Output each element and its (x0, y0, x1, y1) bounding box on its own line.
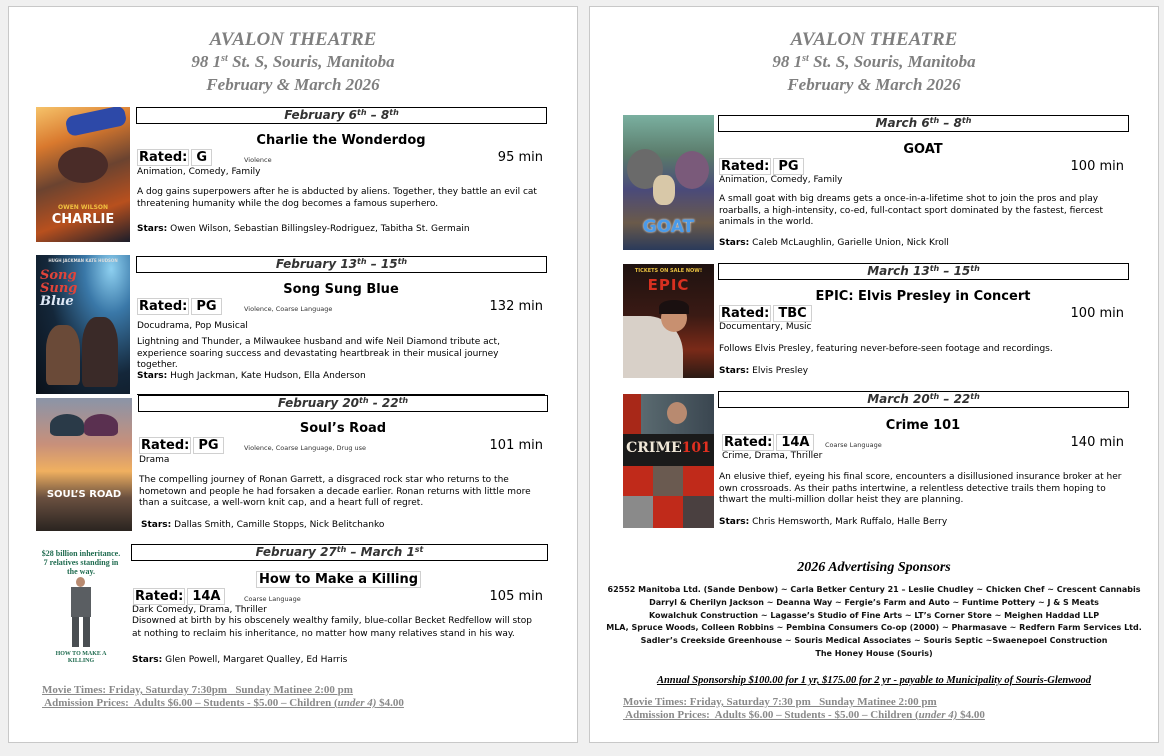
date-header: February 13th – 15th (136, 256, 547, 273)
date-header: March 20th – 22th (718, 391, 1129, 408)
poster-image-epic-elvis: TICKETS ON SALE NOW! EPIC (623, 264, 714, 378)
sponsors-list (590, 584, 1158, 661)
description: Lightning and Thunder, a Milwaukee husband and wife Neil Diamond tribute act, experience soaring success and devastating heartbreak in their musical journey together. (137, 337, 500, 370)
date-header: March 13th – 15th (718, 263, 1129, 280)
genre: Drama (139, 455, 170, 465)
description: Follows Elvis Presley, featuring never-before-seen footage and recordings. (719, 344, 1053, 354)
movie-times: Movie Times: Friday, Saturday 7:30pm Sunday Matinee 2:00 pm (42, 684, 353, 696)
theatre-name: AVALON THEATRE (790, 29, 958, 50)
stars: Stars: Owen Wilson, Sebastian Billingsley-Rodriguez, Tabitha St. Germain (137, 224, 470, 234)
stars: Stars: Chris Hemsworth, Mark Ruffalo, Halle Berry (719, 517, 948, 527)
poster-image-how-to-make-a-killing: $28 billion inheritance. 7 relatives standing in the way. HOW TO MAKE A KILLING (39, 547, 123, 671)
date-header: March 6th – 8th (718, 115, 1129, 132)
sponsor-line: Kowalchuk Construction ~ Lagasse’s Studio of Fine Arts ~ LT’s Corner Store ~ Meighen Haddad LLP (648, 610, 1100, 620)
description: The compelling journey of Ronan Garrett, a disgraced rock star who returns to the hometown and people he had forsaken a decade earlier. Ronan returns with little more than a suitcase, a well-worn knit cap, and a heart full of regret. (139, 475, 531, 508)
content-warning: Violence (244, 156, 272, 164)
sponsor-line: Sadler’s Creekside Greenhouse ~ Souris Medical Associates ~ Souris Septic ~Swaenepoel Construction (640, 636, 1108, 646)
schedule-period: February & March 2026 (206, 75, 380, 94)
theatre-address: 98 1st St. S, Souris, Manitoba (191, 52, 395, 71)
movie-title: Charlie the Wonderdog (256, 133, 426, 148)
content-warning: Violence, Coarse Language (244, 305, 333, 313)
genre: Dark Comedy, Drama, Thriller (132, 605, 267, 615)
runtime: 140 min (1070, 435, 1124, 450)
runtime: 132 min (489, 299, 543, 314)
date-header: February 6th – 8th (136, 107, 547, 124)
date-header: February 27th – March 1st (131, 544, 548, 561)
genre: Documentary, Music (719, 322, 812, 332)
runtime: 100 min (1070, 159, 1124, 174)
genre: Animation, Comedy, Family (719, 175, 843, 185)
runtime: 95 min (497, 150, 543, 165)
sponsor-line: The Honey House (Souris) (815, 648, 933, 658)
admission-prices: Admission Prices: Adults $6.00 – Students - $5.00 – Children (under 4) $4.00 (42, 697, 404, 709)
content-warning: Coarse Language (825, 441, 882, 449)
rating: Rated: PG (139, 438, 224, 453)
description: An elusive thief, eyeing his final score, encounters a disillusioned insurance broker at her own crossroads. As their paths intertwine, a relentless detective trails them hoping to thwart the multi-million dollar heist they are planning. (719, 472, 1122, 505)
admission-prices: Admission Prices: Adults $6.00 – Students - $5.00 – Children (under 4) $4.00 (623, 709, 985, 721)
content-warning: Violence, Coarse Language, Drug use (244, 444, 367, 452)
theatre-address: 98 1st St. S, Souris, Manitoba (772, 52, 976, 71)
date-header: February 20th - 22th (138, 395, 548, 412)
poster-image-song-sung-blue: HUGH JACKMAN KATE HUDSON Song Sung Blue (36, 255, 130, 394)
sponsor-line: MLA, Spruce Woods, Colleen Robbins ~ Pembina Consumers Co-op (2000) ~ Pharmasave ~ Redfern Farm Services Ltd. (606, 623, 1142, 633)
stars: Stars: Elvis Presley (719, 366, 809, 376)
rating: Rated: 14A (722, 435, 814, 450)
movie-title: EPIC: Elvis Presley in Concert (815, 289, 1031, 304)
rating: Rated: G (137, 150, 212, 165)
rating: Rated: 14A (133, 589, 225, 604)
stars: Stars: Dallas Smith, Camille Stopps, Nick Belitchanko (141, 520, 385, 530)
runtime: 100 min (1070, 306, 1124, 321)
description: A dog gains superpowers after he is abducted by aliens. Together, they battle an evil cat threatening humanity while the dog becomes a famous superhero. (137, 187, 537, 209)
genre: Crime, Drama, Thriller (722, 451, 823, 461)
page-2 (589, 6, 1159, 743)
movie-title: GOAT (903, 142, 943, 157)
content-warning: Coarse Language (244, 595, 301, 603)
poster-image-goat: GOAT (623, 115, 714, 250)
poster-image-charlie: OWEN WILSON CHARLIE (36, 107, 130, 242)
theatre-name: AVALON THEATRE (209, 29, 377, 50)
movie-title: How to Make a Killing (131, 572, 546, 588)
poster-image-souls-road: SOUL’S ROAD (36, 398, 132, 531)
rating: Rated: PG (137, 299, 222, 314)
runtime: 105 min (489, 589, 543, 604)
movie-times: Movie Times: Friday, Saturday 7:30 pm Sunday Matinee 2:00 pm (623, 696, 937, 708)
movie-title: Crime 101 (885, 418, 961, 433)
sponsor-line: Darryl & Cherilyn Jackson ~ Deanna Way ~ Fergie’s Farm and Auto ~ Funtime Pottery ~ J & S Meats (649, 597, 1099, 607)
sponsors-title: 2026 Advertising Sponsors (797, 560, 951, 575)
rating: Rated: TBC (719, 306, 812, 321)
description: Disowned at birth by his obscenely wealthy family, blue-collar Becket Redfellow will stop at nothing to reclaim his inheritance, no matter how many relatives stand in his way. (132, 616, 532, 639)
page-1 (8, 6, 578, 743)
stars: Stars: Hugh Jackman, Kate Hudson, Ella Anderson (137, 371, 366, 381)
runtime: 101 min (489, 438, 543, 453)
movie-title: Soul’s Road (299, 421, 387, 436)
sponsor-line: 62552 Manitoba Ltd. (Sande Denbow) ~ Carla Betker Century 21 – Leslie Chudley ~ Chicken Chef ~ Crescent Cannabis (607, 585, 1141, 594)
movie-title: Song Sung Blue (283, 282, 399, 297)
annual-sponsorship-note: Annual Sponsorship $100.00 for 1 yr, $175.00 for 2 yr - payable to Municipality of Souris-Glenwood (656, 675, 1092, 686)
genre: Animation, Comedy, Family (137, 167, 261, 177)
poster-image-crime-101: CRIME101 (623, 394, 714, 528)
rating: Rated: PG (719, 159, 804, 174)
stars: Stars: Caleb McLaughlin, Garielle Union, Nick Kroll (719, 238, 949, 248)
genre: Docudrama, Pop Musical (137, 321, 248, 331)
description: A small goat with big dreams gets a once-in-a-lifetime shot to join the pros and play roarballs, a high-intensity, co-ed, full-contact sport dominated by the fastest, fiercest animals in the world. (719, 194, 1104, 227)
stars: Stars: Glen Powell, Margaret Qualley, Ed Harris (132, 655, 348, 665)
schedule-period: February & March 2026 (787, 75, 961, 94)
